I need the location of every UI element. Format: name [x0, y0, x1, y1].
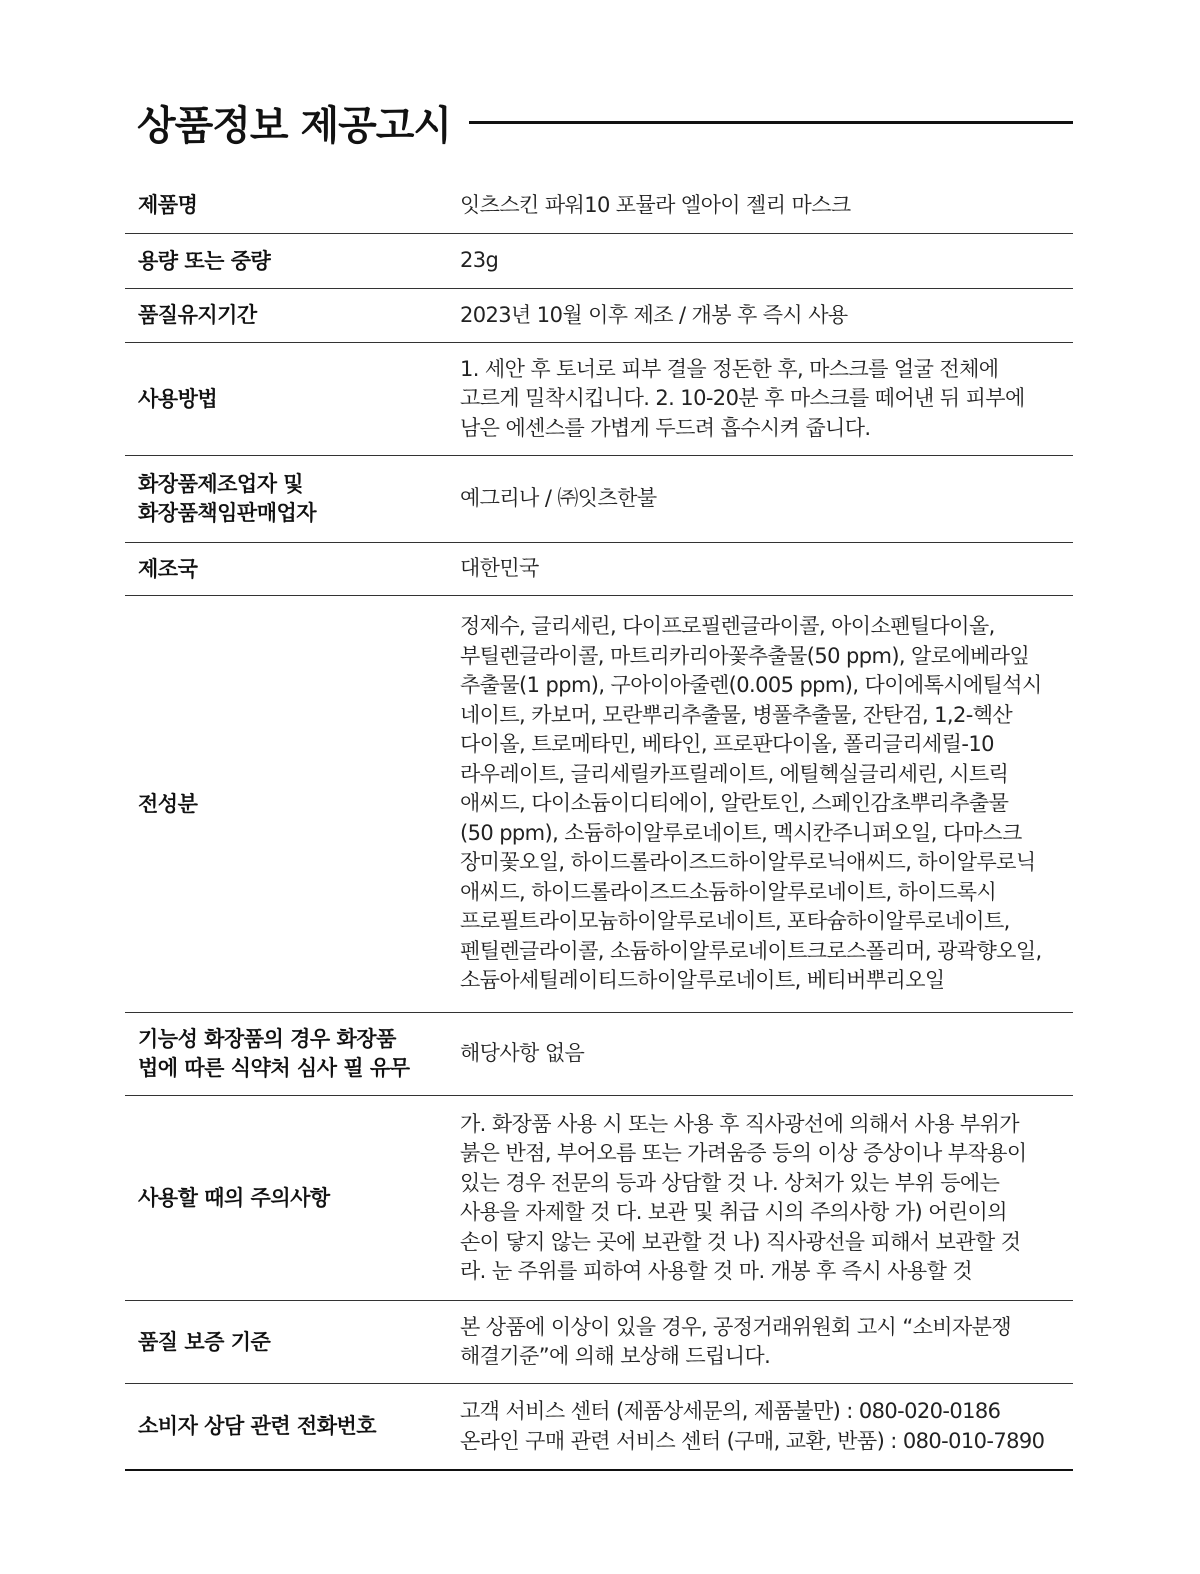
row-value: 해당사항 없음 — [460, 1041, 585, 1066]
row-value: 예그리나 / ㈜잇츠한불 — [460, 486, 657, 511]
row-value: 대한민국 — [460, 556, 539, 581]
table-row — [125, 288, 1073, 342]
row-label: 소비자 상담 관련 전화번호 — [138, 1414, 377, 1438]
row-label: 기능성 화장품의 경우 화장품 법에 따른 식약처 심사 필 유무 — [138, 1027, 410, 1080]
table-row — [125, 595, 1073, 1012]
title-rule — [469, 121, 1073, 124]
row-label: 용량 또는 중량 — [138, 248, 271, 273]
table-row — [125, 1383, 1073, 1469]
row-value: 23g — [460, 248, 499, 273]
page-title: 상품정보 제공고시 — [137, 102, 452, 149]
row-value: 정제수, 글리세린, 다이프로필렌글라이콜, 아이소펜틸다이올, 부틸렌글라이콜, 마트리카리아꽃추출물(50 ppm), 알로에베라잎 추출물(1 ppm), 구아이아줄렌(0.005 ppm), 다이에톡시에틸석시 네이트, 카보머, 모란뿌리추출물, 병풀추출물, 잔탄검, 1,2-헥산 다이올, 트로메타민, 베타인, 프로판다이올, 폴리글리세릴-10 라우레이트, 글리세릴카프릴레이트, 에틸헥실글리세린, 시트릭 애씨드, 다이소듐이디티에이, 알란토인, 스페인감초뿌리추출물 (50 ppm), 소듐하이알루로네이트, 멕시칸주니퍼오일, 다마스크 장미꽃오일, 하이드롤라이즈드하이알루로닉애씨드, 하이알루로닉 애씨드, 하이드롤라이즈드소듐하이알루로네이트, 하이드록시 프로필트라이모늄하이알루로네이트, 포타슘하이알루로네이트, 펜틸렌글라이콜, 소듐하이알루로네이트크로스폴리머, 광곽향오일, 소듐아세틸레이티드하이알루로네이트, 베티버뿌리오일 — [460, 614, 1042, 993]
table-row — [125, 1095, 1073, 1300]
row-value: 가. 화장품 사용 시 또는 사용 후 직사광선에 의해서 사용 부위가 붉은 반점, 부어오름 또는 가려움증 등의 이상 증상이나 부작용이 있는 경우 전문의 등과 상담할 것 나. 상처가 있는 부위 등에는 사용을 자제할 것 다. 보관 및 취급 시의 주의사항 가) 어린이의 손이 닿지 않는 곳에 보관할 것 나) 직사광선을 피해서 보관할 것 라. 눈 주위를 피하여 사용할 것 마. 개봉 후 즉시 사용할 것 — [460, 1111, 1027, 1283]
row-value: 2023년 10월 이후 제조 / 개봉 후 즉시 사용 — [460, 302, 848, 327]
table-row — [125, 1300, 1073, 1383]
title-header — [137, 92, 1073, 152]
row-label: 제조국 — [138, 556, 198, 581]
table-row — [125, 542, 1073, 595]
table-row — [125, 178, 1073, 233]
table-row — [125, 455, 1073, 542]
table-row — [125, 233, 1073, 288]
row-label: 제품명 — [138, 193, 198, 217]
row-label: 사용방법 — [138, 386, 218, 411]
row-label: 품질 보증 기준 — [138, 1329, 271, 1354]
info-table — [125, 178, 1073, 1471]
row-value: 1. 세안 후 토너로 피부 결을 정돈한 후, 마스크를 얼굴 전체에 고르게 밀착시킵니다. 2. 10-20분 후 마스크를 떼어낸 뒤 피부에 남은 에센스를 가볍게 두드려 흡수시켜 줍니다. — [460, 356, 1025, 440]
row-value: 잇츠스킨 파워10 포뮬라 엘아이 젤리 마스크 — [460, 192, 851, 217]
row-label: 전성분 — [138, 791, 198, 816]
row-label: 품질유지기간 — [138, 303, 257, 327]
table-row — [125, 1012, 1073, 1095]
table-row — [125, 342, 1073, 455]
row-label: 화장품제조업자 및 화장품책임판매업자 — [138, 472, 317, 525]
row-value: 본 상품에 이상이 있을 경우, 공정거래위원회 고시 “소비자분쟁 해결기준”에 의해 보상해 드립니다. — [460, 1314, 1012, 1368]
row-value: 고객 서비스 센터 (제품상세문의, 제품불만) : 080-020-0186 온라인 구매 관련 서비스 센터 (구매, 교환, 반품) : 080-010-7890 — [460, 1399, 1045, 1453]
row-label: 사용할 때의 주의사항 — [138, 1185, 330, 1210]
